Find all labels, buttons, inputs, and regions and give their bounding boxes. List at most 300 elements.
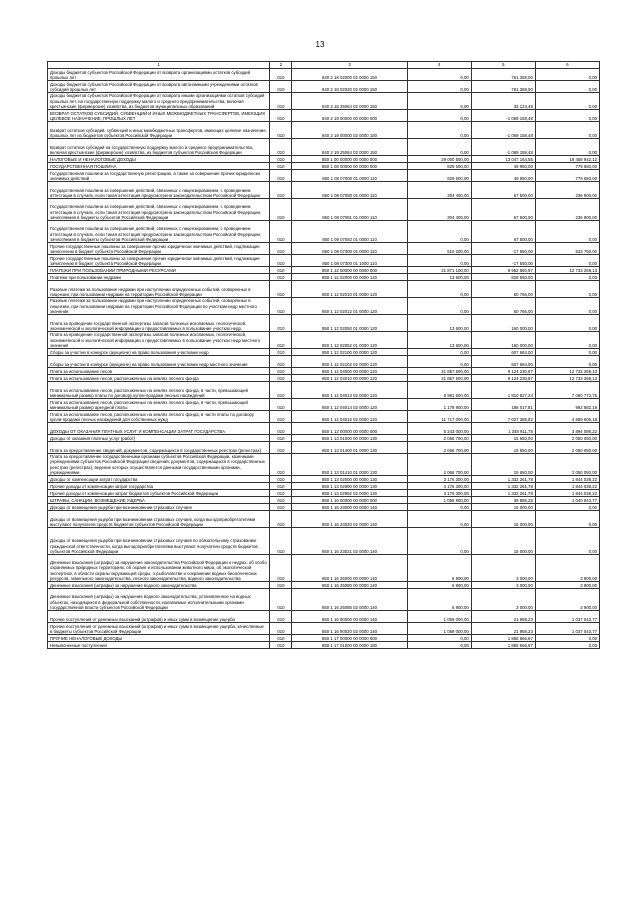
row-executed-cell: 1 332 261,78 [471,483,535,490]
row-classification-code-cell: 850 1 16 25080 00 0000 140 [292,582,407,589]
row-line-code-cell: 010 [270,382,292,399]
row-line-code-cell: 010 [270,81,292,93]
row-classification-code-cell: 850 1 17 00000 00 0000 000 [292,635,407,642]
row-line-code-cell: 010 [270,476,292,483]
row-classification-code-cell: 840 2 18 02000 02 0000 150 [292,69,407,81]
row-classification-code-cell: 850 1 12 04013 02 0000 120 [292,382,407,399]
row-approved-plan-cell: 2 066 700,00 [407,435,471,442]
row-unexecuted-cell: 533 750,00 [535,243,599,255]
row-line-code-cell: 010 [270,139,292,156]
table-row [48,356,600,368]
row-classification-code-cell: 840 2 19 00000 00 0000 000 [292,110,407,122]
row-unexecuted-cell: 0,00 [535,315,599,332]
row-unexecuted-cell: 4 689 605,18 [535,411,599,423]
row-line-code-cell: 010 [270,435,292,442]
row-executed-cell: 39 895,25 [471,497,535,504]
row-line-code-cell: 010 [270,368,292,375]
row-line-code-cell: 010 [270,423,292,435]
row-executed-cell: 1 332 261,78 [471,476,535,483]
row-unexecuted-cell: 0,00 [535,298,599,315]
table-row [48,170,600,182]
row-line-code-cell: 010 [270,156,292,163]
row-classification-code-cell: 850 1 12 02100 00 0000 120 [292,349,407,356]
row-executed-cell: 1 855 566,67 [471,635,535,642]
row-classification-code-cell: 850 1 12 04015 02 0000 120 [292,411,407,423]
header-col-3: 3 [292,62,407,69]
row-line-code-cell: 010 [270,555,292,582]
row-executed-cell: 49 950,00 [471,163,535,170]
row-executed-cell: 60 766,00 [471,298,535,315]
page-number: 13 [315,40,325,49]
row-classification-code-cell: 850 1 12 04000 00 0000 120 [292,368,407,375]
row-name-cell: Денежные взыскания (штрафы) за нарушение водного законодательства [48,582,270,589]
row-line-code-cell: 010 [270,163,292,170]
row-name-cell: Государственная пошлина за совершение действий, связанных с лицензированием, с проведением аттестации в случаях, если такая аттестация предусмотрена законодательством Российской Федерации [48,182,270,199]
row-unexecuted-cell: 2 050 050,00 [535,435,599,442]
row-executed-cell: -1 069 158,48 [471,110,535,122]
row-executed-cell: -1 069 158,48 [471,122,535,139]
row-classification-code-cell: 850 1 08 00000 00 0000 000 [292,163,407,170]
row-classification-code-cell: 850 1 08 07300 01 0000 110 [292,243,407,255]
table-row [48,315,600,332]
row-name-cell: Государственная пошлина за совершение действий, связанных с лицензированием, с проведением аттестации в случаях, если такая аттестация предусмотрена законодательством Российской Федерации, зачисляемая в бюджеты субъектов Российской Федерации [48,199,270,221]
row-unexecuted-cell: 0,00 [535,139,599,156]
row-approved-plan-cell: 510 200,00 [407,243,471,255]
table-row [48,497,600,504]
table-row [48,221,600,243]
row-classification-code-cell: 850 1 00 00000 00 0000 000 [292,156,407,163]
row-line-code-cell: 010 [270,243,292,255]
table-header-row [48,62,600,69]
row-approved-plan-cell: 0,00 [407,122,471,139]
report-table [47,61,600,649]
row-line-code-cell: 010 [270,635,292,642]
row-classification-code-cell: 850 1 12 02102 02 0000 120 [292,356,407,368]
row-executed-cell: 7 027 385,82 [471,411,535,423]
row-approved-plan-cell: 0,00 [407,635,471,642]
row-approved-plan-cell: 6 900,00 [407,589,471,611]
row-executed-cell: 9 124 230,87 [471,368,535,375]
row-name-cell: Доходы от компенсации затрат государства [48,476,270,483]
row-line-code-cell: 010 [270,442,292,454]
row-unexecuted-cell: 12 733 269,13 [535,368,599,375]
row-executed-cell: 1 332 261,78 [471,490,535,497]
row-name-cell: ДОХОДЫ ОТ ОКАЗАНИЯ ПЛАТНЫХ УСЛУГ И КОМПЕНСАЦИИ ЗАТРАТ ГОСУДАРСТВА [48,423,270,435]
row-classification-code-cell: 850 1 16 25000 00 0000 140 [292,555,407,582]
row-approved-plan-cell: 8 981 600,00 [407,382,471,399]
row-approved-plan-cell: 0,00 [407,110,471,122]
row-name-cell: ВОЗВРАТ ОСТАТКОВ СУБСИДИЙ, СУБВЕНЦИЙ И ИНЫХ МЕЖБЮДЖЕТНЫХ ТРАНСФЕРТОВ, ИМЕЮЩИХ ЦЕЛЕВОЕ НАЗНАЧЕНИЕ, ПРОШЛЫХ ЛЕТ [48,110,270,122]
row-name-cell: Платежи при пользовании недрами [48,274,270,281]
table-row [48,423,600,435]
row-name-cell: Прочие доходы от компенсации затрат государства [48,483,270,490]
row-unexecuted-cell: 2 050 050,00 [535,442,599,454]
row-line-code-cell: 010 [270,375,292,382]
table-row [48,110,600,122]
row-approved-plan-cell: 0,00 [407,298,471,315]
header-col-5: 5 [471,62,535,69]
row-name-cell: Разовые платежи за пользование недрами при наступлении определенных событий, оговоренных в лицензии, при пользовании недрами на территории Российской Федерации [48,281,270,298]
row-name-cell: Невыясненные поступления [48,642,270,649]
row-approved-plan-cell: 13 600,00 [407,315,471,332]
row-line-code-cell: 010 [270,528,292,555]
row-classification-code-cell: 850 1 16 90000 00 0000 140 [292,611,407,623]
table-row [48,182,600,199]
table-row [48,611,600,623]
row-unexecuted-cell: 0,00 [535,356,599,368]
row-executed-cell: -17 550,00 [471,255,535,267]
row-approved-plan-cell: 21 857 500,00 [407,368,471,375]
row-approved-plan-cell: 0,00 [407,81,471,93]
row-name-cell: ШТРАФЫ, САНКЦИИ, ВОЗМЕЩЕНИЕ УЩЕРБА [48,497,270,504]
row-executed-cell: 15 000,00 [471,504,535,511]
table-row [48,623,600,635]
table-row [48,349,600,356]
row-classification-code-cell: 850 1 16 23000 00 0000 140 [292,504,407,511]
row-line-code-cell: 010 [270,454,292,476]
row-line-code-cell: 010 [270,182,292,199]
row-name-cell: Государственная пошлина за совершение действий, связанных с лицензированием, с проведением аттестации в случаях, если такая аттестация предусмотрена законодательством Российской Федерации, зачисляемая в бюджеты субъектов Российской Федерации [48,221,270,243]
row-unexecuted-cell: 236 900,00 [535,182,599,199]
row-unexecuted-cell: 0,00 [535,81,599,93]
row-approved-plan-cell: 3 176 300,00 [407,490,471,497]
row-executed-cell: 160 000,00 [471,315,535,332]
row-unexecuted-cell: 18 458 942,12 [535,156,599,163]
table-row [48,199,600,221]
table-row [48,368,600,375]
table-row [48,442,600,454]
row-line-code-cell: 010 [270,332,292,349]
row-approved-plan-cell: 0,00 [407,281,471,298]
row-executed-cell: 761 368,00 [471,81,535,93]
row-unexecuted-cell: 0,00 [535,255,599,267]
row-classification-code-cell: 850 1 16 23020 02 0000 140 [292,511,407,528]
row-classification-code-cell: 840 2 19 00000 02 0000 150 [292,122,407,139]
row-line-code-cell: 010 [270,170,292,182]
row-executed-cell: 1 855 566,67 [471,642,535,649]
row-approved-plan-cell: 6 900,00 [407,582,471,589]
table-row [48,382,600,399]
row-executed-cell: 828 550,00 [471,274,535,281]
row-executed-cell: 13 047 164,55 [471,156,535,163]
row-classification-code-cell: 850 1 16 00000 00 0000 000 [292,497,407,504]
row-name-cell: ПЛАТЕЖИ ПРИ ПОЛЬЗОВАНИИ ПРИРОДНЫМИ РЕСУРСАМИ [48,267,270,274]
row-approved-plan-cell: 2 066 700,00 [407,454,471,476]
row-name-cell: Прочие доходы от компенсации затрат бюджетов субъектов Российской Федерации [48,490,270,497]
row-executed-cell: 67 500,00 [471,221,535,243]
row-unexecuted-cell: 0,00 [535,69,599,81]
row-name-cell: Возврат остатков субсидий, субвенций и иных межбюджетных трансфертов, имеющих целевое назначение, прошлых лет из бюджетов субъектов Российской Федерации [48,122,270,139]
row-line-code-cell: 010 [270,483,292,490]
table-row [48,504,600,511]
row-line-code-cell: 010 [270,281,292,298]
row-name-cell: Денежные взыскания (штрафы) за нарушение законодательства Российской Федерации о недрах, об особо охраняемых природных территориях, об охране и использовании животного мира, об экологической экспертизе, в области охраны окружающей среды, о рыболовстве и сохранении водных биологических ресурсов, земельного законодательства, лесного законодательства, водного законодательства [48,555,270,582]
row-name-cell: Доходы от возмещения ущерба при возникновении страховых случаев по обязательному страхованию гражданской ответственности, когда выгодоприобретателями выступают получатели средств бюджетов субъектов Российской Федерации [48,528,270,555]
table-row [48,332,600,349]
table-row [48,435,600,442]
row-unexecuted-cell: 0,00 [535,635,599,642]
row-line-code-cell: 010 [270,611,292,623]
row-executed-cell: 186 017,81 [471,399,535,411]
row-approved-plan-cell: 6 900,00 [407,555,471,582]
row-unexecuted-cell: 0,00 [535,274,599,281]
row-line-code-cell: 010 [270,589,292,611]
row-classification-code-cell: 850 1 13 00000 00 0000 000 [292,423,407,435]
row-line-code-cell: 010 [270,356,292,368]
row-unexecuted-cell: 779 650,00 [535,163,599,170]
header-col-6: 6 [535,62,599,69]
row-line-code-cell: 010 [270,497,292,504]
row-approved-plan-cell: 2 066 700,00 [407,442,471,454]
row-unexecuted-cell: 2 050 050,00 [535,454,599,476]
row-classification-code-cell: 850 1 12 04014 02 0000 120 [292,399,407,411]
row-approved-plan-cell: 0,00 [407,221,471,243]
table-row [48,476,600,483]
row-executed-cell: 60 766,00 [471,281,535,298]
row-name-cell: Государственная пошлина за государственную регистрацию, а также за совершение прочих юридически значимых действий [48,170,270,182]
row-executed-cell: 15 000,00 [471,511,535,528]
row-unexecuted-cell: 3 900,00 [535,582,599,589]
table-row [48,375,600,382]
row-unexecuted-cell: 12 733 269,13 [535,375,599,382]
row-unexecuted-cell: 0,00 [535,122,599,139]
table-row [48,274,600,281]
table-row [48,243,600,255]
row-approved-plan-cell: 829 600,00 [407,170,471,182]
row-unexecuted-cell: 0,00 [535,93,599,110]
row-classification-code-cell: 840 2 19 25064 02 0000 150 [292,139,407,156]
row-approved-plan-cell: 304 400,00 [407,182,471,199]
row-executed-cell: 21 958,23 [471,623,535,635]
row-name-cell: Прочие государственные пошлины за совершение прочих юридически значимых действий, подлежащие зачислению в бюджет субъекта Российской Федерации [48,243,270,255]
row-approved-plan-cell: 0,00 [407,642,471,649]
row-approved-plan-cell: 0,00 [407,528,471,555]
row-name-cell: Прочие государственные пошлины за совершение прочих юридически значимых действий, подлежащие зачислению в бюджет субъекта Российской Федерации [48,255,270,267]
row-line-code-cell: 010 [270,93,292,110]
row-unexecuted-cell: 0,00 [535,221,599,243]
table-row [48,163,600,170]
row-classification-code-cell: 850 1 13 02992 02 0000 130 [292,490,407,497]
row-executed-cell: 9 124 230,87 [471,375,535,382]
row-classification-code-cell: 850 1 08 07000 01 0000 110 [292,170,407,182]
row-line-code-cell: 010 [270,110,292,122]
row-executed-cell: 607 684,00 [471,349,535,356]
row-name-cell: Доходы бюджетов субъектов Российской Федерации от возврата иными организациями остатков субсидий прошлых лет, на государственную поддержку малого и среднего предпринимательства, включая крестьянские (фермерские) хозяйства, из бюджетов муниципальных образований [48,93,270,110]
row-approved-plan-cell: 0,00 [407,93,471,110]
row-line-code-cell: 010 [270,623,292,635]
row-classification-code-cell: 840 2 18 25064 02 0000 150 [292,93,407,110]
row-line-code-cell: 010 [270,199,292,221]
row-classification-code-cell: 850 1 08 07080 01 0000 110 [292,182,407,199]
row-line-code-cell: 010 [270,642,292,649]
row-line-code-cell: 010 [270,122,292,139]
row-approved-plan-cell: 11 717 000,00 [407,411,471,423]
row-executed-cell: 160 000,00 [471,332,535,349]
row-approved-plan-cell: 1 059 000,00 [407,611,471,623]
row-name-cell: Прочие поступления от денежных взысканий (штрафов) и иных сумм в возмещение ущерба [48,611,270,623]
row-name-cell: Плата за проведение государственной экспертизы запасов полезных ископаемых, геологической, экономической и экологической информации о предоставляемых в пользование участках недр местного значения [48,332,270,349]
row-classification-code-cell: 850 1 12 02010 01 0000 120 [292,281,407,298]
row-executed-cell: 15 650,00 [471,435,535,442]
row-classification-code-cell: 850 1 13 01410 01 0000 130 [292,454,407,476]
row-name-cell: Доходы бюджетов субъектов Российской Федерации от возврата автономными учреждениями остатков субсидий прошлых лет [48,81,270,93]
row-executed-cell: 607 684,00 [471,356,535,368]
row-name-cell: Сборы за участие в конкурсе (аукционе) на право пользования участками недр [48,349,270,356]
row-classification-code-cell: 850 1 08 07081 01 0000 110 [292,199,407,221]
row-unexecuted-cell: 1 037 043,77 [535,611,599,623]
row-line-code-cell: 010 [270,490,292,497]
row-classification-code-cell: 850 1 12 02000 00 0000 120 [292,274,407,281]
row-executed-cell: 9 952 860,97 [471,267,535,274]
table-row [48,642,600,649]
row-executed-cell: 67 500,00 [471,199,535,221]
row-name-cell: Возврат остатков субсидий на государственную поддержку малого и среднего предпринимательства, включая крестьянские (фермерские) хозяйства, из бюджетов субъектов Российской Федерации [48,139,270,156]
row-approved-plan-cell: 0,00 [407,69,471,81]
row-approved-plan-cell: 29 000 500,00 [407,156,471,163]
row-line-code-cell: 010 [270,511,292,528]
row-classification-code-cell: 850 1 17 01000 00 0000 180 [292,642,407,649]
row-unexecuted-cell: 7 060 772,76 [535,382,599,399]
row-approved-plan-cell: 21 857 500,00 [407,375,471,382]
table-row [48,267,600,274]
row-name-cell: НАЛОГОВЫЕ И НЕНАЛОГОВЫЕ ДОХОДЫ [48,156,270,163]
table-row [48,490,600,497]
header-col-2: 2 [270,62,292,69]
row-line-code-cell: 010 [270,69,292,81]
row-name-cell: Плата за предоставление государственными органами субъектов Российской Федерации, казенными учреждениями субъектов Российской Федерации сведений, документов, содержащихся в государственных реестрах (регистрах), ведение которых осуществляется данными государственными органами, учреждениями [48,454,270,476]
table-body [48,69,600,649]
row-name-cell: Разовые платежи за пользование недрами при наступлении определенных событий, оговоренных в лицензии, при пользовании недрами на территории Российской Федерации по участкам недр местного значения [48,298,270,315]
table-row [48,122,600,139]
row-line-code-cell: 010 [270,274,292,281]
header-col-4: 4 [407,62,471,69]
table-row [48,281,600,298]
table-row [48,399,600,411]
row-approved-plan-cell: 1 059 000,00 [407,623,471,635]
table-row [48,139,600,156]
row-executed-cell: -1 069 158,48 [471,139,535,156]
table-row [48,255,600,267]
row-unexecuted-cell: 0,00 [535,332,599,349]
row-executed-cell: -17 550,00 [471,243,535,255]
row-unexecuted-cell: 1 844 038,22 [535,476,599,483]
row-name-cell: Доходы от оказания платных услуг (работ) [48,435,270,442]
row-classification-code-cell: 850 1 12 02050 01 0000 120 [292,315,407,332]
row-unexecuted-cell: 12 733 269,13 [535,267,599,274]
row-unexecuted-cell: 992 882,19 [535,399,599,411]
row-classification-code-cell: 840 2 18 02020 02 0000 150 [292,81,407,93]
row-unexecuted-cell: 0,00 [535,110,599,122]
row-unexecuted-cell: 1 844 038,22 [535,483,599,490]
table-row [48,298,600,315]
row-classification-code-cell: 850 1 16 90020 02 0000 140 [292,623,407,635]
row-approved-plan-cell: 13 600,00 [407,332,471,349]
row-unexecuted-cell: 0,00 [535,281,599,298]
row-unexecuted-cell: 0,00 [535,504,599,511]
row-line-code-cell: 010 [270,221,292,243]
row-approved-plan-cell: 1 055 900,00 [407,497,471,504]
row-name-cell: Доходы бюджетов субъектов Российской Федерации от возврата организациями остатков субсидий прошлых лет [48,69,270,81]
row-name-cell: Доходы от возмещения ущерба при возникновении страховых случаев, когда выгодоприобретателями выступают получатели средств бюджетов субъектов Российской Федерации [48,511,270,528]
row-line-code-cell: 010 [270,255,292,267]
row-classification-code-cell: 850 1 12 02012 01 0000 120 [292,298,407,315]
table-row [48,483,600,490]
row-executed-cell: 761 368,00 [471,69,535,81]
row-unexecuted-cell: 3 900,00 [535,589,599,611]
table-row [48,555,600,582]
row-name-cell: Денежные взыскания (штрафы) за нарушение водного законодательства, установленное на водных объектах, находящихся в федеральной собственности, налагаемые исполнительными органами государственной власти субъектов Российской Федерации [48,589,270,611]
row-unexecuted-cell: 779 650,00 [535,170,599,182]
row-approved-plan-cell: 0,00 [407,504,471,511]
table-row [48,582,600,589]
row-line-code-cell: 010 [270,582,292,589]
table-row [48,81,600,93]
row-unexecuted-cell: 1 037 043,77 [535,623,599,635]
row-approved-plan-cell: 1 178 900,00 [407,399,471,411]
table-row [48,454,600,476]
row-approved-plan-cell: 5 243 000,00 [407,423,471,435]
row-unexecuted-cell: 0,00 [535,528,599,555]
row-approved-plan-cell: 3 176 300,00 [407,476,471,483]
row-unexecuted-cell: 3 900,00 [535,555,599,582]
row-name-cell: Плата за использование лесов, расположенных на землях лесного фонда, в части, превышающей минимальный размер платы по договору купли-продажи лесных насаждений [48,382,270,399]
row-approved-plan-cell: 3 176 300,00 [407,483,471,490]
row-name-cell: Плата за использование лесов [48,368,270,375]
row-approved-plan-cell: 0,00 [407,356,471,368]
row-name-cell: Плата за использование лесов, расположенных на землях лесного фонда [48,375,270,382]
row-executed-cell: 3 000,00 [471,555,535,582]
header-col-1: 1 [48,62,270,69]
row-classification-code-cell: 850 1 13 01400 01 0000 130 [292,442,407,454]
row-name-cell: Сборы за участие в конкурсе (аукционе) на право пользования участками недр местного значения [48,356,270,368]
row-executed-cell: 15 650,00 [471,454,535,476]
row-line-code-cell: 010 [270,315,292,332]
row-line-code-cell: 010 [270,298,292,315]
table-row [48,589,600,611]
row-line-code-cell: 010 [270,267,292,274]
table-row [48,411,600,423]
row-line-code-cell: 010 [270,504,292,511]
row-line-code-cell: 010 [270,411,292,423]
row-unexecuted-cell: 0,00 [535,642,599,649]
row-unexecuted-cell: 236 900,00 [535,199,599,221]
row-executed-cell: 15 650,00 [471,442,535,454]
row-classification-code-cell: 850 1 13 02990 00 0000 130 [292,483,407,490]
row-classification-code-cell: 850 1 12 02052 01 0000 120 [292,332,407,349]
row-executed-cell: 1 348 911,78 [471,423,535,435]
row-approved-plan-cell: 0,00 [407,139,471,156]
row-approved-plan-cell: 0,00 [407,255,471,267]
table-row [48,93,600,110]
row-line-code-cell: 010 [270,399,292,411]
row-name-cell: Плата за использование лесов, расположенных на землях лесного фонда, в части платы по договору купли-продажи лесных насаждений для собственных нужд [48,411,270,423]
row-classification-code-cell: 850 1 13 02000 00 0000 130 [292,476,407,483]
row-approved-plan-cell: 13 600,00 [407,274,471,281]
row-name-cell: Плата за использование лесов, расположенных на землях лесного фонда, в части, превышающей минимальный размер арендной платы [48,399,270,411]
row-classification-code-cell: 850 1 16 23021 02 0000 140 [292,528,407,555]
row-approved-plan-cell: 0,00 [407,349,471,356]
row-executed-cell: 21 958,23 [471,611,535,623]
row-unexecuted-cell: 1 844 038,22 [535,490,599,497]
table-row [48,69,600,81]
row-executed-cell: 3 000,00 [471,582,535,589]
row-classification-code-cell: 850 1 16 25085 02 0000 140 [292,589,407,611]
row-name-cell: ГОСУДАРСТВЕННАЯ ПОШЛИНА [48,163,270,170]
row-classification-code-cell: 850 1 12 00000 00 0000 000 [292,267,407,274]
row-approved-plan-cell: 829 600,00 [407,163,471,170]
row-executed-cell: 49 950,00 [471,170,535,182]
table-row [48,511,600,528]
